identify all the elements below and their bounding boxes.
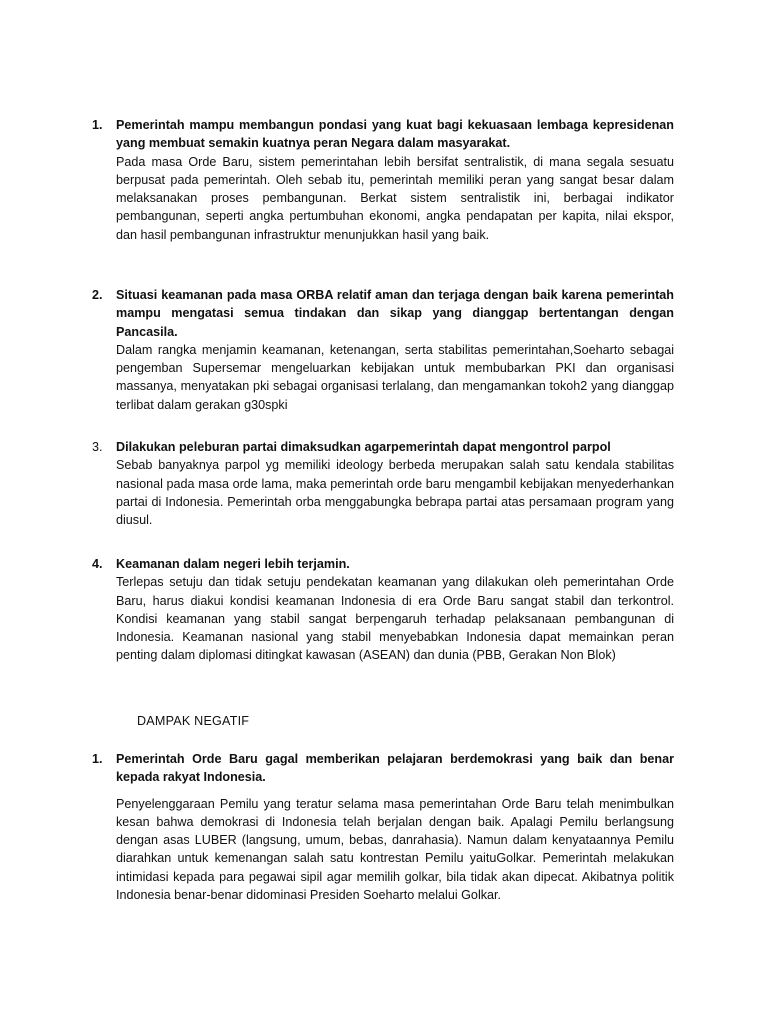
list-item (92, 438, 674, 529)
list-number: 2. (92, 288, 103, 302)
item-body: Dalam rangka menjamin keamanan, ketenangan, serta stabilitas pemerintahan,Soeharto sebagai pengemban Supersemar mengeluarkan kebijakan untuk membubarkan PKI dan organisasi massanya, menyatakan pki sebagai organisasi terlalang, dan mengamankan tokoh2 yang dianggap terlibat dalam gerakan g30spki (116, 342, 674, 412)
list-number: 3. (92, 440, 103, 454)
item-heading: Dilakukan peleburan partai dimaksudkan agarpemerintah dapat mengontrol parpol (116, 440, 611, 454)
list-item (92, 116, 674, 244)
list-number: 4. (92, 557, 103, 571)
item-body: Pada masa Orde Baru, sistem pemerintahan lebih bersifat sentralistik, di mana segala sesuatu berpusat pada pemerintah. Oleh sebab itu, pemerintah memiliki peran yang sangat besar dalam melaksanakan proses pembangunan. Berkat sistem sentralistik ini, berbagai indikator pembangunan, seperti angka pertumbuhan ekonomi, angka pendapatan per kapita, nilai ekspor, dan hasil pembangunan infrastruktur menunjukkan hasil yang baik. (116, 154, 674, 242)
list-item (92, 286, 674, 414)
list-item (92, 750, 674, 904)
item-heading: Pemerintah Orde Baru gagal memberikan pelajaran berdemokrasi yang baik dan benar kepada rakyat Indonesia. (116, 752, 674, 785)
item-heading: Situasi keamanan pada masa ORBA relatif aman dan terjaga dengan baik karena pemerintah mampu mengatasi semua tindakan dan sikap yang dianggap bertentangan dengan Pancasila. (116, 288, 674, 339)
item-body: Penyelenggaraan Pemilu yang teratur selama masa pemerintahan Orde Baru telah menimbulkan kesan bahwa demokrasi di Indonesia telah berjalan dengan baik. Apalagi Pemilu berlangsung dengan asas LUBER (langsung, umum, bebas, danrahasia). Namun dalam kenyataannya Pemilu diarahkan untuk kemenangan salah satu kontrestan Pemilu yaituGolkar. Pemerintah melakukan intimidasi kepada para pegawai sipil agar memilih golkar, bila tidak akan dipecat. Akibatnya politik Indonesia benar-benar didominasi Presiden Soeharto melalui Golkar. (116, 796, 674, 903)
item-body: Terlepas setuju dan tidak setuju pendekatan keamanan yang dilakukan oleh pemerintahan Orde Baru, harus diakui kondisi keamanan Indonesia di era Orde Baru sangat stabil dan terkontrol. Kondisi keamanan yang stabil sangat berpengaruh terhadap pelaksanaan pembangunan di Indonesia. Keamanan nasional yang stabil menyebabkan Indonesia dapat memainkan peran penting dalam diplomasi ditingkat kawasan (ASEAN) dan dunia (PBB, Gerakan Non Blok) (116, 575, 674, 663)
item-body: Sebab banyaknya parpol yg memiliki ideology berbeda merupakan salah satu kendala stabilitas nasional pada masa orde lama, maka pemerintah orde baru mengambil kebijakan menyederhankan partai di Indonesia. Pemerintah orba menggabungka bebrapa partai atas persamaan program yang diusul. (116, 458, 674, 528)
list-item (92, 555, 674, 665)
list-number: 1. (92, 752, 103, 766)
list-number: 1. (92, 118, 103, 132)
item-heading: Pemerintah mampu membangun pondasi yang kuat bagi kekuasaan lembaga kepresidenan yang membuat semakin kuatnya peran Negara dalam masyarakat. (116, 118, 674, 151)
section-title: DAMPAK NEGATIF (137, 714, 250, 728)
item-heading: Keamanan dalam negeri lebih terjamin. (116, 557, 350, 571)
